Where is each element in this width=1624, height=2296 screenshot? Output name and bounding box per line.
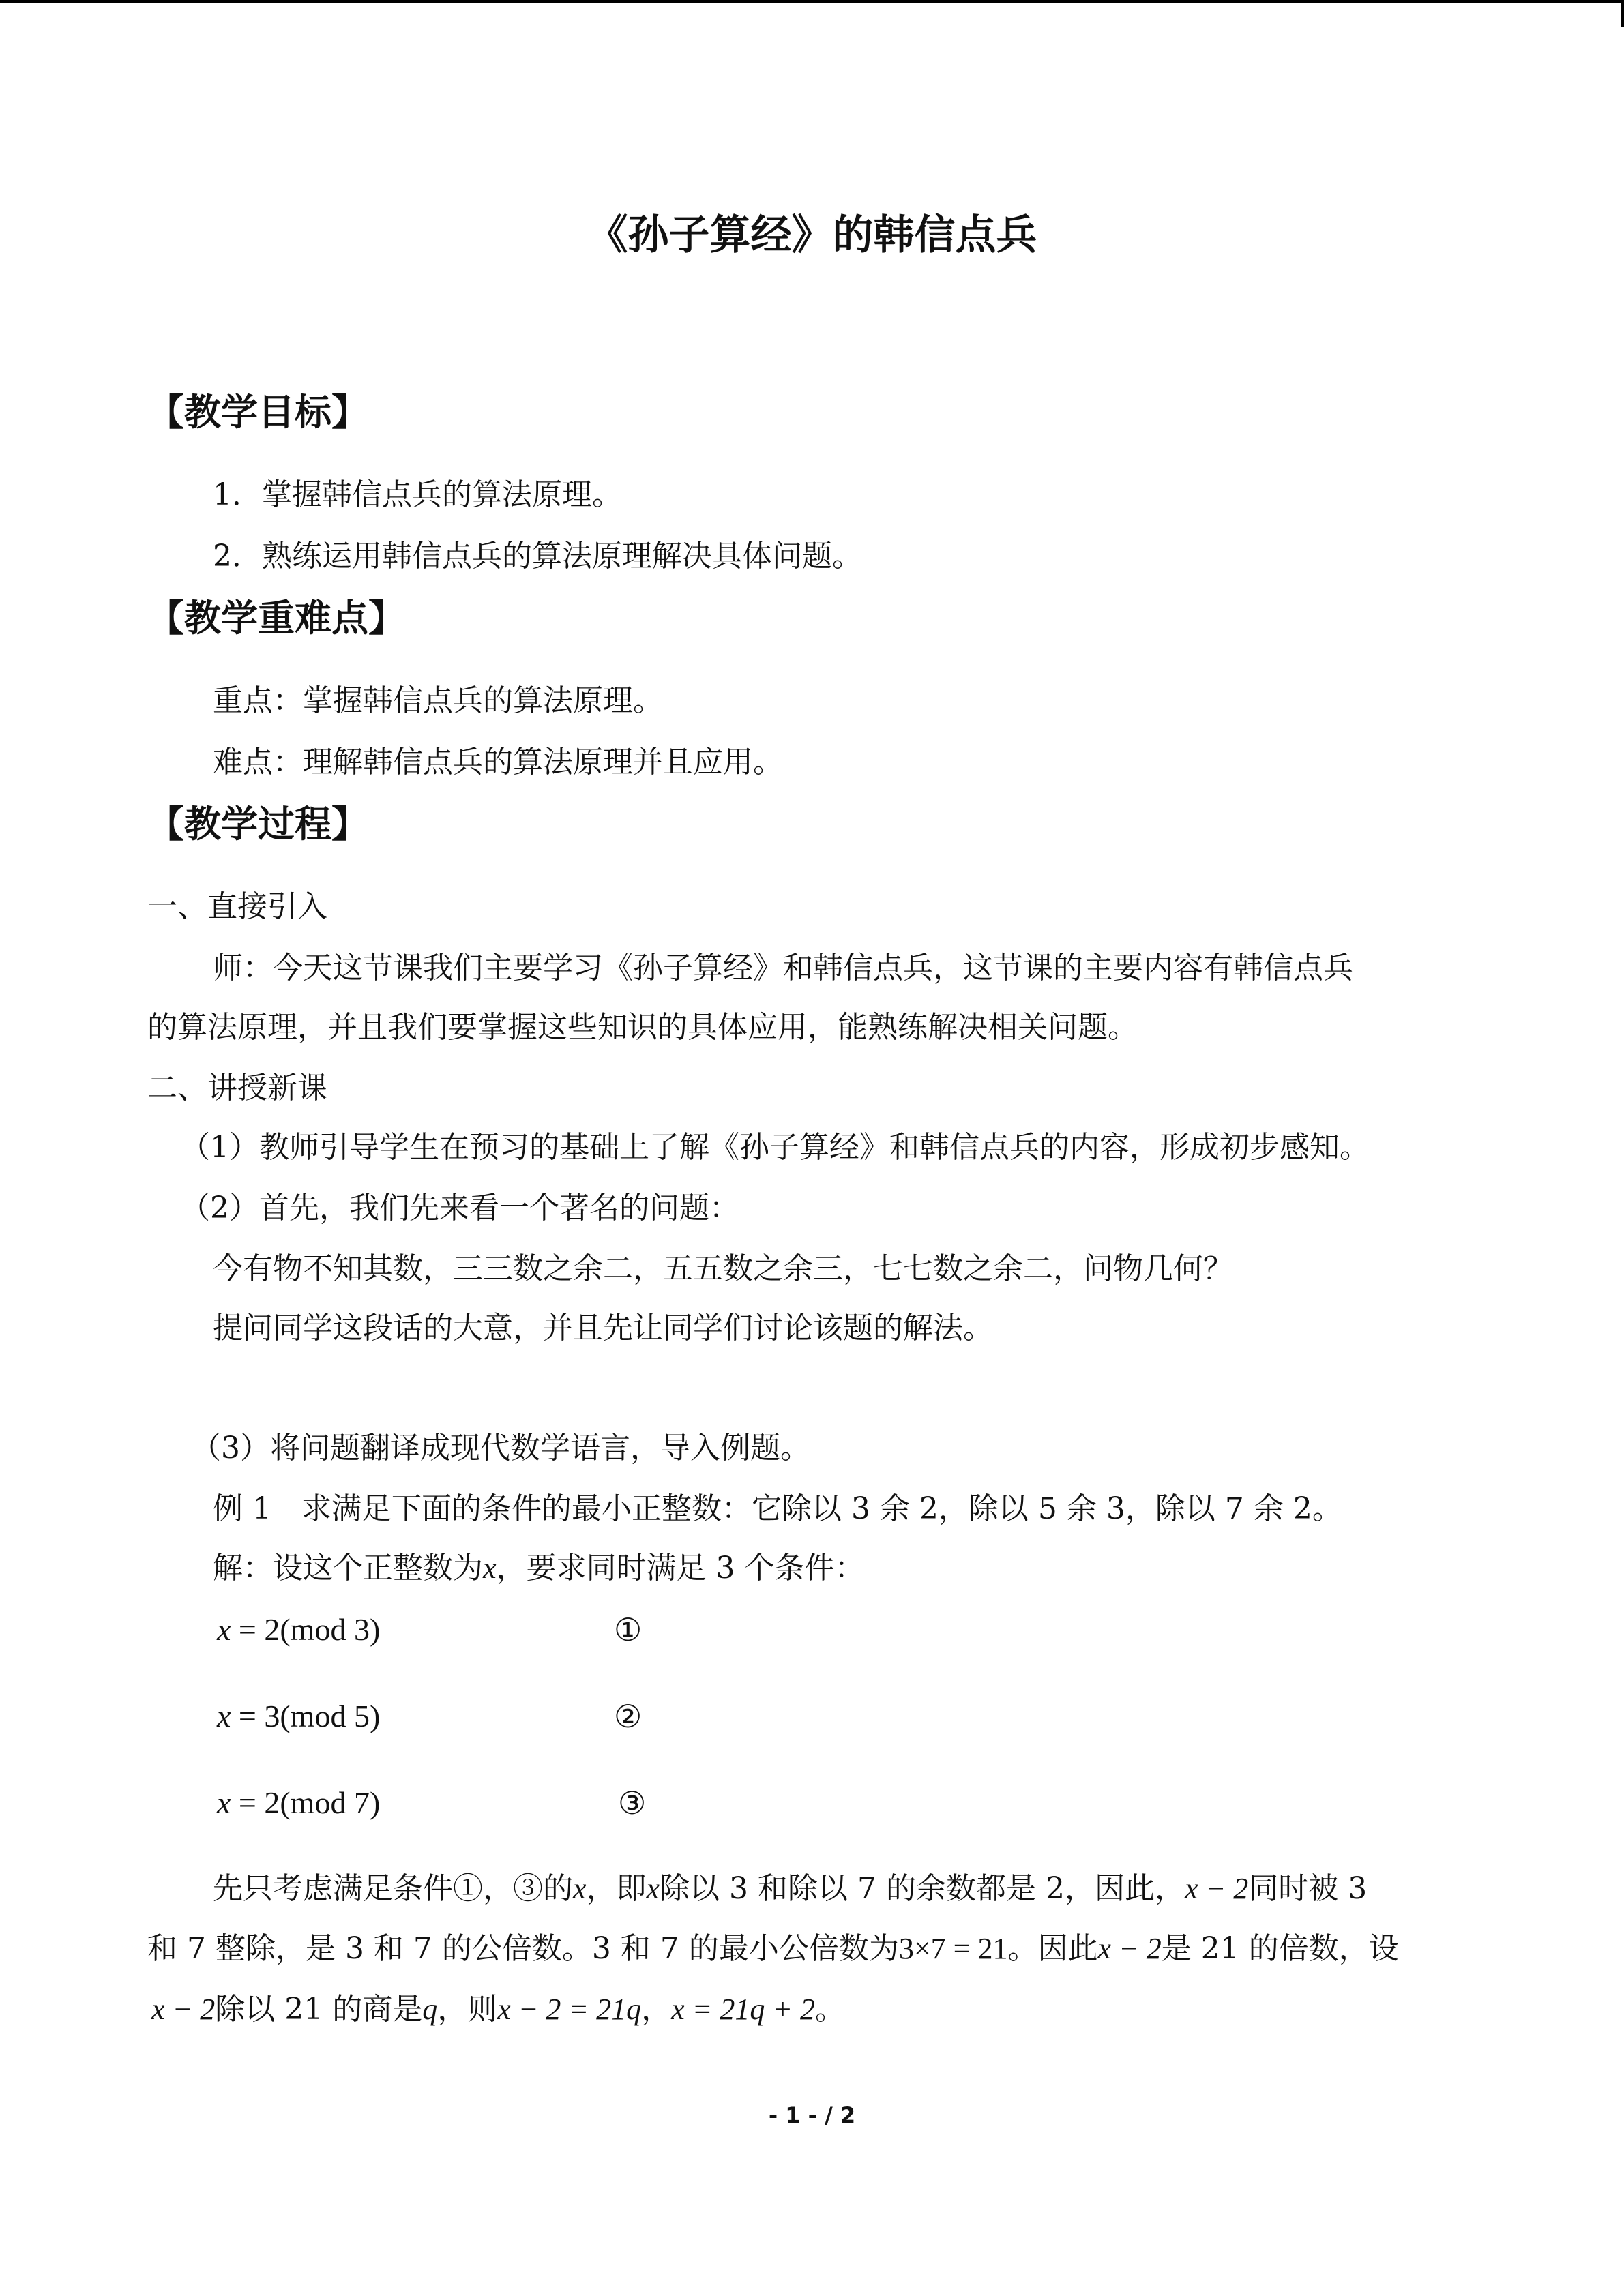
page-border-top — [0, 0, 1624, 3]
part1-text-line1: 师：今天这节课我们主要学习《孙子算经》和韩信点兵，这节课的主要内容有韩信点兵 — [213, 951, 1353, 985]
discussion-text: 提问同学这段话的大意，并且先让同学们讨论该题的解法。 — [213, 1311, 993, 1345]
solution-variable: x — [483, 1551, 497, 1585]
equation-3 — [217, 1783, 380, 1823]
equation-2-rhs: = 3(mod 5) — [231, 1699, 381, 1733]
paragraph-line-2 — [147, 1928, 1399, 1969]
para1-e: 同时被 3 — [1248, 1871, 1368, 1906]
para2-c: 。因此 — [1007, 1931, 1098, 1966]
step-2: （2）首先，我们先来看一个著名的问题： — [180, 1191, 739, 1225]
equation-1-rhs: = 2(mod 3) — [231, 1612, 381, 1647]
para1-expr: x − 2 — [1184, 1872, 1249, 1905]
part1-text-line2: 的算法原理，并且我们要掌握这些知识的具体应用，能熟练解决相关问题。 — [147, 1010, 1138, 1045]
solution-intro — [213, 1548, 865, 1589]
heading-keypoints: 【教学重难点】 — [147, 597, 405, 640]
heading-goals: 【教学目标】 — [147, 391, 368, 434]
para1-a: 先只考虑满足条件①，③的 — [213, 1871, 573, 1906]
equation-3-rhs: = 2(mod 7) — [231, 1785, 381, 1820]
para3-h: 。 — [815, 1992, 846, 2027]
page-title: 《孙子算经》的韩信点兵 — [587, 211, 1037, 259]
equation-2-mark: ② — [614, 1698, 643, 1735]
para3-f: ， — [641, 1992, 672, 2027]
para3-e: x − 2 = 21q — [497, 1993, 642, 2026]
para2-e: 是 21 的倍数，设 — [1161, 1931, 1399, 1966]
equation-3-lhs: x — [217, 1785, 231, 1820]
keypoint-item-2: 难点：理解韩信点兵的算法原理并且应用。 — [213, 745, 783, 779]
para3-c: q — [422, 1993, 438, 2026]
para2-a: 和 7 整除，是 3 和 7 的公倍数。3 和 7 的最小公倍数为 — [147, 1931, 899, 1966]
para3-g: x = 21q + 2 — [671, 1993, 816, 2026]
para2-d: x − 2 — [1097, 1932, 1162, 1965]
para1-var-x-2: x — [646, 1872, 660, 1905]
example-1: 例 1 求满足下面的条件的最小正整数：它除以 3 余 2，除以 5 余 3，除以 7 余 2。 — [213, 1491, 1342, 1526]
paragraph-line-3 — [151, 1989, 845, 2030]
heading-process: 【教学过程】 — [147, 803, 368, 846]
part2-title: 二、讲授新课 — [147, 1071, 327, 1105]
equation-1-lhs: x — [217, 1612, 231, 1647]
goal-item-2: 2．熟练运用韩信点兵的算法原理解决具体问题。 — [213, 539, 862, 573]
equation-1-mark: ① — [614, 1611, 643, 1648]
para3-b: 除以 21 的商是 — [215, 1992, 423, 2027]
equation-3-mark: ③ — [618, 1785, 647, 1821]
page-border-right — [1621, 0, 1624, 27]
para2-b: 3×7 = 21 — [898, 1932, 1008, 1965]
step-3: （3）将问题翻译成现代数学语言，导入例题。 — [191, 1431, 810, 1465]
equation-2 — [217, 1696, 380, 1737]
para1-b: ，即 — [586, 1871, 647, 1906]
step-1: （1）教师引导学生在预习的基础上了解《孙子算经》和韩信点兵的内容，形成初步感知。 — [180, 1130, 1370, 1165]
para1-c: 除以 3 和除以 7 的余数都是 2，因此， — [660, 1871, 1185, 1906]
solution-intro-b: ，要求同时满足 3 个条件： — [496, 1551, 865, 1585]
paragraph-line-1 — [213, 1868, 1367, 1909]
keypoint-item-1: 重点：掌握韩信点兵的算法原理。 — [213, 683, 663, 718]
problem-text: 今有物不知其数，三三数之余二，五五数之余三，七七数之余二，问物几何？ — [213, 1251, 1233, 1286]
equation-2-lhs: x — [217, 1699, 231, 1733]
page-number: - 1 - / 2 — [768, 2102, 856, 2128]
part1-title: 一、直接引入 — [147, 889, 327, 924]
para3-d: ，则 — [437, 1992, 498, 2027]
solution-intro-a: 解：设这个正整数为 — [213, 1551, 483, 1585]
para3-a: x − 2 — [151, 1993, 216, 2026]
equation-1 — [217, 1609, 380, 1650]
goal-item-1: 1．掌握韩信点兵的算法原理。 — [213, 477, 622, 512]
para1-var-x: x — [573, 1872, 587, 1905]
